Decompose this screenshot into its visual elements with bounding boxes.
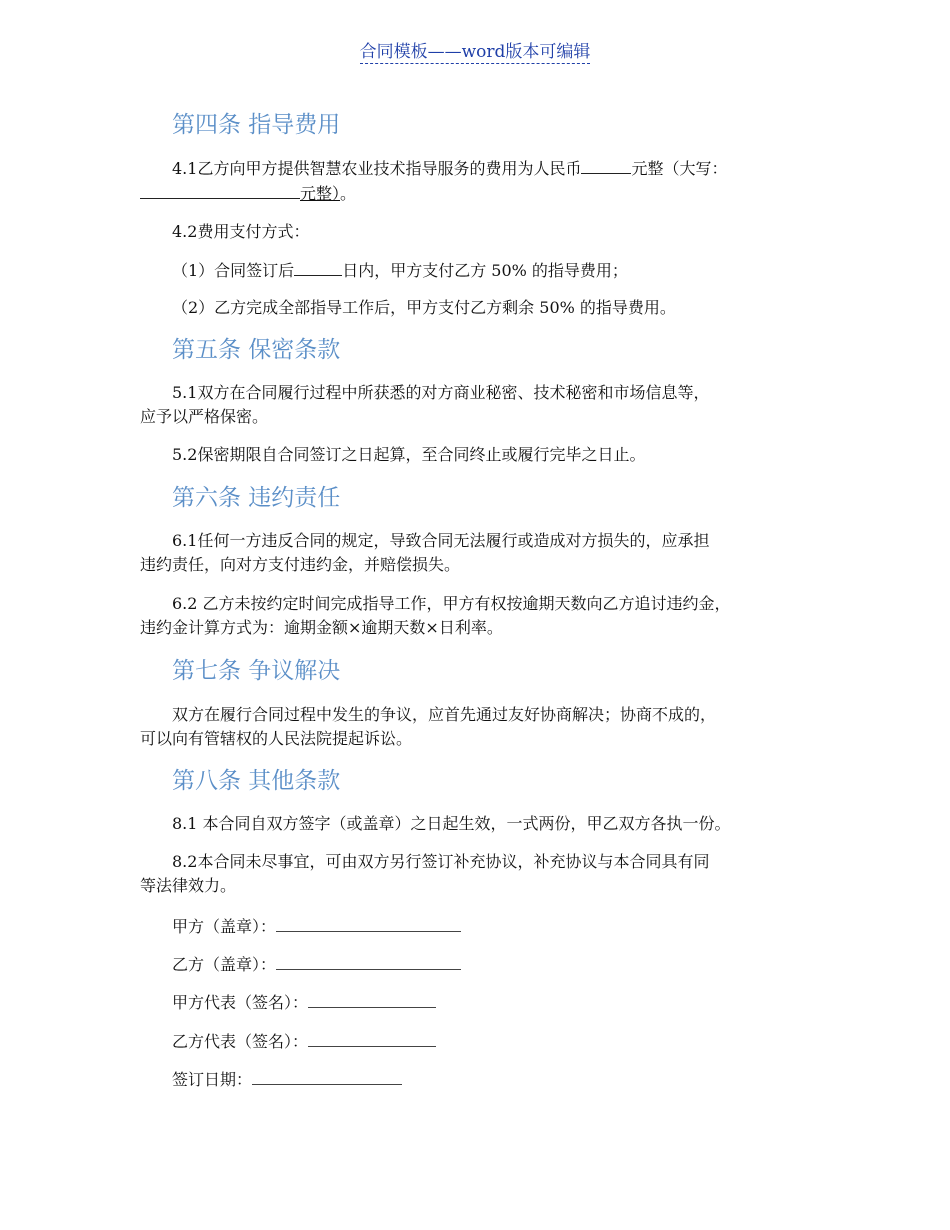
template-link[interactable]: 合同模板——word版本可编辑 bbox=[359, 42, 591, 62]
clause-7-line-1: 双方在履行合同过程中发生的争议，应首先通过友好协商解决；协商不成的， bbox=[172, 705, 717, 724]
party-a-seal-line[interactable] bbox=[276, 913, 461, 932]
clause-4-1-text-a: 4.1乙方向甲方提供智慧农业技术指导服务的费用为人民币 bbox=[172, 159, 582, 178]
section-8-title: 第八条 其他条款 bbox=[172, 768, 341, 794]
days-blank[interactable] bbox=[294, 258, 342, 276]
clause-6-1-line-2: 违约责任，向对方支付违约金，并赔偿损失。 bbox=[140, 555, 461, 574]
clause-4-2-item-2: （2）乙方完成全部指导工作后，甲方支付乙方剩余 50% 的指导费用。 bbox=[172, 298, 676, 317]
sign-date-line[interactable] bbox=[252, 1066, 402, 1085]
clause-4-2: 4.2费用支付方式： bbox=[172, 222, 310, 241]
amount-words-blank[interactable] bbox=[140, 181, 300, 199]
clause-4-1 bbox=[140, 156, 840, 206]
party-a-rep-row bbox=[172, 989, 436, 1015]
clause-5-1-line-1: 5.1双方在合同履行过程中所获悉的对方商业秘密、技术秘密和市场信息等， bbox=[172, 383, 710, 402]
party-b-rep-row bbox=[172, 1028, 436, 1054]
item-1-text-a: （1）合同签订后 bbox=[172, 261, 295, 280]
clause-8-2-line-2: 等法律效力。 bbox=[140, 876, 237, 895]
clause-6-2-line-1: 6.2 乙方未按约定时间完成指导工作，甲方有权按逾期天数向乙方追讨违约金， bbox=[172, 594, 731, 613]
clause-4-1-text-b: 元整（大写： bbox=[631, 159, 728, 178]
party-b-rep-line[interactable] bbox=[308, 1028, 436, 1047]
item-1-text-b: 日内，甲方支付乙方 50% 的指导费用； bbox=[342, 261, 628, 280]
party-b-seal-label: 乙方（盖章）： bbox=[172, 955, 277, 974]
clause-6-1 bbox=[140, 529, 840, 577]
party-a-rep-label: 甲方代表（签名）： bbox=[172, 993, 309, 1012]
clause-5-1-line-2: 应予以严格保密。 bbox=[140, 407, 269, 426]
party-a-seal-label: 甲方（盖章）： bbox=[172, 917, 277, 936]
section-7-title: 第七条 争议解决 bbox=[172, 658, 341, 684]
document-header bbox=[0, 37, 950, 62]
party-b-seal-line[interactable] bbox=[276, 951, 461, 970]
clause-7 bbox=[140, 703, 840, 751]
sign-date-row bbox=[172, 1066, 402, 1092]
amount-blank[interactable] bbox=[581, 156, 631, 174]
sign-date-label: 签订日期： bbox=[172, 1070, 253, 1089]
clause-4-1-text-d: 。 bbox=[340, 184, 357, 203]
clause-6-1-line-1: 6.1任何一方违反合同的规定，导致合同无法履行或造成对方损失的，应承担 bbox=[172, 531, 710, 550]
clause-8-2-line-1: 8.2本合同未尽事宜，可由双方另行签订补充协议，补充协议与本合同具有同 bbox=[172, 852, 710, 871]
clause-6-2 bbox=[140, 592, 840, 640]
section-5-title: 第五条 保密条款 bbox=[172, 337, 341, 363]
clause-5-1 bbox=[140, 381, 840, 429]
clause-4-2-item-1 bbox=[172, 258, 872, 283]
section-6-title: 第六条 违约责任 bbox=[172, 485, 341, 511]
party-a-seal-row bbox=[172, 913, 461, 939]
section-4-title: 第四条 指导费用 bbox=[172, 112, 341, 138]
clause-4-1-text-c: 元整） bbox=[300, 184, 341, 203]
party-a-rep-line[interactable] bbox=[308, 989, 436, 1008]
party-b-seal-row bbox=[172, 951, 461, 977]
party-b-rep-label: 乙方代表（签名）： bbox=[172, 1032, 309, 1051]
clause-6-2-line-2: 违约金计算方式为：逾期金额×逾期天数×日利率。 bbox=[140, 618, 503, 637]
clause-7-line-2: 可以向有管辖权的人民法院提起诉讼。 bbox=[140, 729, 413, 748]
clause-8-1: 8.1 本合同自双方签字（或盖章）之日起生效，一式两份，甲乙双方各执一份。 bbox=[172, 814, 731, 833]
clause-8-2 bbox=[140, 850, 840, 898]
clause-5-2: 5.2保密期限自合同签订之日起算，至合同终止或履行完毕之日止。 bbox=[172, 445, 646, 464]
